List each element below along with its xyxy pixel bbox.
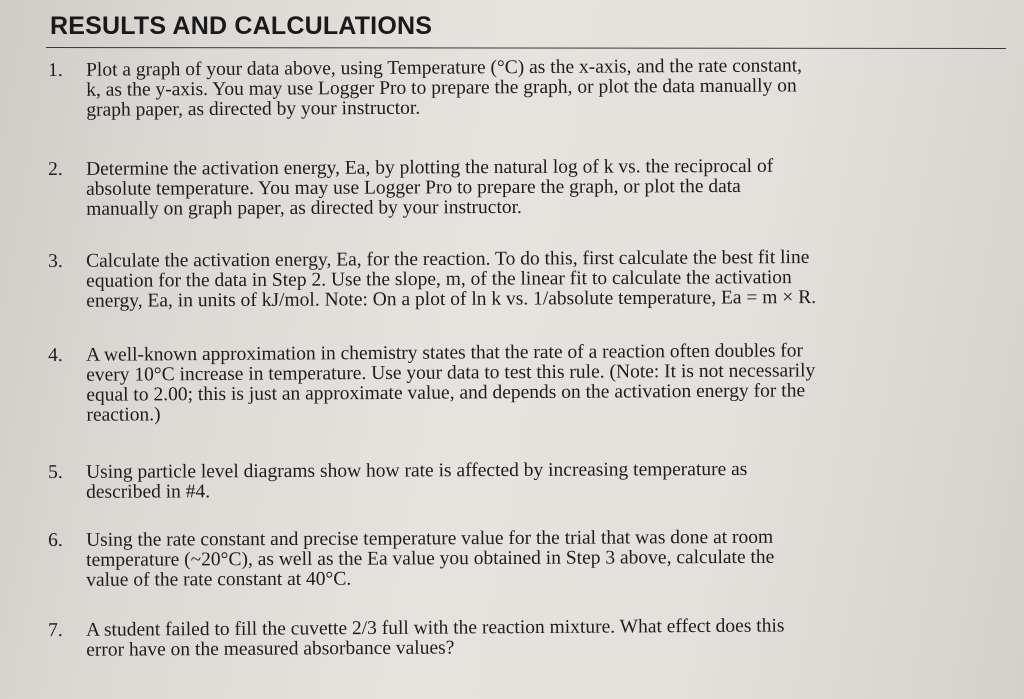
question-line: absolute temperature. You may use Logger Pro to prepare the graph, or plot the data [86,175,741,200]
question-7 [48,615,968,661]
question-line: temperature (~20°C), as well as the Ea value you obtained in Step 3 above, calculate the [86,546,775,571]
question-line: Calculate the activation energy, Ea, for the reaction. To do this, first calculate the best fit line [85,247,810,272]
question-6 [48,527,968,591]
question-line: A student failed to fill the cuvette 2/3 full with the reaction mixture. What effect does this [85,615,785,641]
question-text [86,247,968,312]
question-line: Using particle level diagrams show how rate is affected by increasing temperature as [85,458,748,483]
question-line: reaction.) [86,404,161,426]
question-line: equation for the data in Step 2. Use the slope, m, of the linear fit to calculate the activation [86,267,792,292]
heading-divider [46,47,1006,49]
question-line: Determine the activation energy, Ea, by plotting the natural log of k vs. the reciprocal of [85,155,774,180]
question-line: described in #4. [86,481,211,503]
question-line: value of the rate constant at 40°C. [86,568,352,591]
question-number: 6. [47,529,63,551]
question-3 [48,247,968,312]
question-line: Plot a graph of your data above, using Temperature (°C) as the x-axis, and the rate constant, [85,55,803,81]
question-line: error have on the measured absorbance values? [86,637,455,661]
question-number: 3. [47,250,63,272]
question-text [86,459,968,503]
question-number: 2. [47,158,63,180]
question-text [86,156,968,220]
question-line: every 10°C increase in temperature. Use your data to test this rule. (Note: It is not necessarily [86,360,816,386]
question-line: Using the rate constant and precise temperature value for the trial that was done at room [85,526,774,551]
question-text [86,340,968,425]
question-text [86,615,968,660]
question-line: A well-known approximation in chemistry states that the rate of a reaction often doubles for [85,340,804,366]
question-line: k, as the y-axis. You may use Logger Pro to prepare the graph, or plot the data manually on [86,75,797,101]
section-heading: RESULTS AND CALCULATIONS [50,12,433,40]
question-number: 5. [47,461,63,483]
question-text [86,527,968,591]
question-text [86,55,968,120]
question-line: energy, Ea, in units of kJ/mol. Note: On a plot of ln k vs. 1/absolute temperature, Ea = m × R. [86,286,817,312]
question-1 [48,55,968,121]
question-4 [48,340,968,426]
question-2 [48,156,968,220]
question-line: equal to 2.00; this is just an approximate value, and depends on the activation energy for the [86,380,806,406]
question-line: manually on graph paper, as directed by your instructor. [86,196,522,220]
question-number: 4. [47,344,63,366]
question-line: graph paper, as directed by your instructor. [86,97,421,121]
question-5 [48,459,968,503]
question-number: 7. [47,619,63,641]
question-number: 1. [47,59,63,81]
